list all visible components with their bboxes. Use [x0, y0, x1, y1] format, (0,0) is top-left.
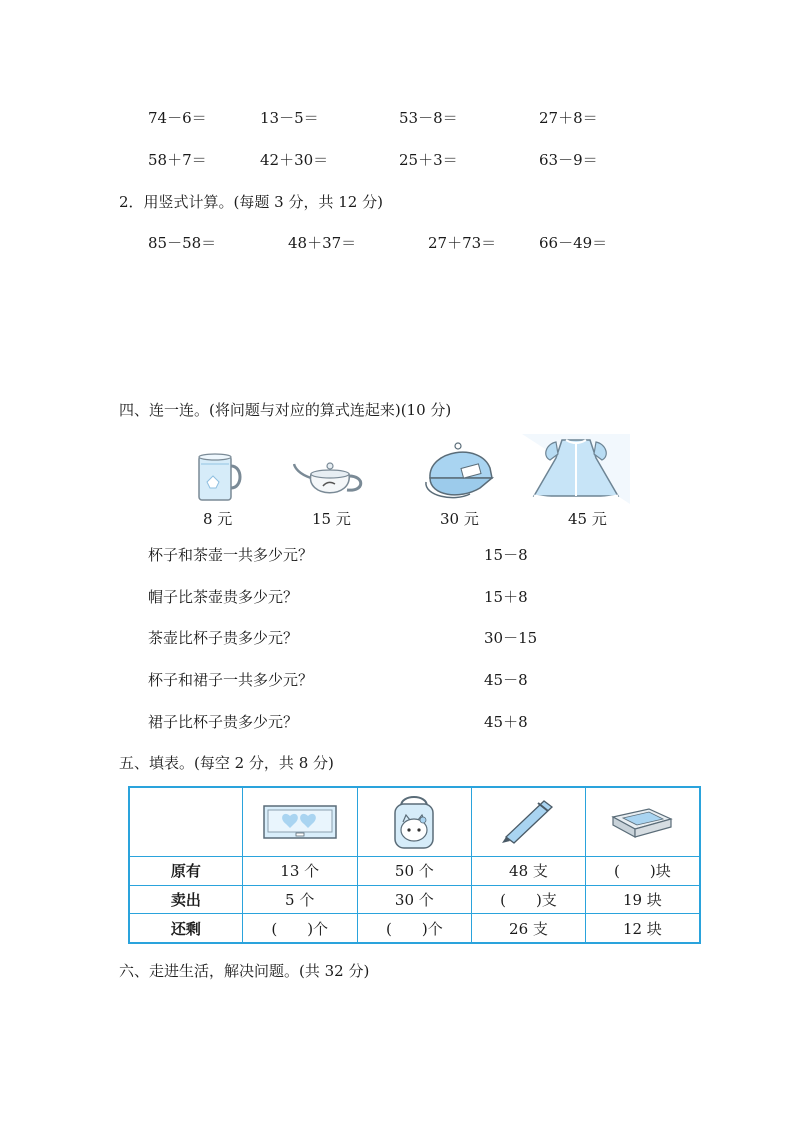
pencil-case-icon — [262, 802, 338, 842]
table-cell-blank[interactable]: ( )个 — [242, 914, 357, 943]
teapot-icon — [293, 458, 371, 504]
table-row — [129, 885, 700, 914]
section-4-title: 四、连一连。(将问题与对应的算式连起来)(10 分) — [119, 401, 452, 419]
table-header-cell — [357, 787, 472, 857]
cap-icon — [420, 438, 504, 504]
row-label: 卖出 — [129, 885, 242, 914]
cup-icon — [193, 452, 245, 504]
table-cell-blank[interactable]: ( )支 — [472, 885, 586, 914]
question-5: 裙子比杯子贵多少元？ — [148, 713, 299, 731]
section-6-title: 六、走进生活，解决问题。(共 32 分) — [119, 962, 370, 980]
table-cell: 50 个 — [357, 857, 472, 886]
table-header-cell — [242, 787, 357, 857]
oral-calc-2-3: 25＋3＝ — [399, 151, 458, 169]
table-row — [129, 914, 700, 943]
question-2: 帽子比茶壶贵多少元？ — [148, 588, 299, 606]
expression-4: 45－8 — [484, 671, 528, 689]
table-row — [129, 857, 700, 886]
table-cell: 30 个 — [357, 885, 472, 914]
section-5-title: 五、填表。(每空 2 分，共 8 分) — [119, 754, 334, 772]
table-cell: 12 块 — [585, 914, 700, 943]
expression-2: 15＋8 — [484, 588, 528, 606]
table-cell: 13 个 — [242, 857, 357, 886]
oral-calc-1-4: 27＋8＝ — [539, 109, 598, 127]
oral-calc-1-1: 74－6＝ — [148, 109, 207, 127]
table-header-cell — [472, 787, 586, 857]
table-header-cell — [585, 787, 700, 857]
oral-calc-1-2: 13－5＝ — [260, 109, 319, 127]
expression-5: 45＋8 — [484, 713, 528, 731]
eraser-icon — [609, 803, 675, 841]
expression-1: 15－8 — [484, 546, 528, 564]
question-1: 杯子和茶壶一共多少元？ — [148, 546, 314, 564]
table-cell: 5 个 — [242, 885, 357, 914]
table-cell: 26 支 — [472, 914, 586, 943]
question-2-title: 2．用竖式计算。(每题 3 分，共 12 分) — [119, 193, 383, 211]
vertical-calc-2: 48＋37＝ — [288, 234, 357, 252]
row-label: 原有 — [129, 857, 242, 886]
vertical-calc-4: 66－49＝ — [539, 234, 608, 252]
backpack-icon — [389, 792, 439, 852]
row-label: 还剩 — [129, 914, 242, 943]
question-4: 杯子和裙子一共多少元？ — [148, 671, 314, 689]
table-cell-blank[interactable]: ( )个 — [357, 914, 472, 943]
oral-calc-1-3: 53－8＝ — [399, 109, 458, 127]
table-cell-blank[interactable]: ( )块 — [585, 857, 700, 886]
expression-3: 30－15 — [484, 629, 538, 647]
table-corner — [129, 787, 242, 857]
cap-price: 30 元 — [440, 510, 479, 528]
vertical-calc-3: 27＋73＝ — [428, 234, 497, 252]
cup-price: 8 元 — [203, 510, 233, 528]
oral-calc-2-1: 58＋7＝ — [148, 151, 207, 169]
dress-price: 45 元 — [568, 510, 607, 528]
pen-icon — [498, 797, 558, 847]
fill-table — [128, 786, 701, 944]
teapot-price: 15 元 — [312, 510, 351, 528]
table-cell: 48 支 — [472, 857, 586, 886]
oral-calc-2-2: 42＋30＝ — [260, 151, 329, 169]
vertical-calc-1: 85－58＝ — [148, 234, 217, 252]
table-cell: 19 块 — [585, 885, 700, 914]
question-3: 茶壶比杯子贵多少元？ — [148, 629, 299, 647]
oral-calc-2-4: 63－9＝ — [539, 151, 598, 169]
table-image-row — [129, 787, 700, 857]
dress-icon — [522, 434, 630, 504]
